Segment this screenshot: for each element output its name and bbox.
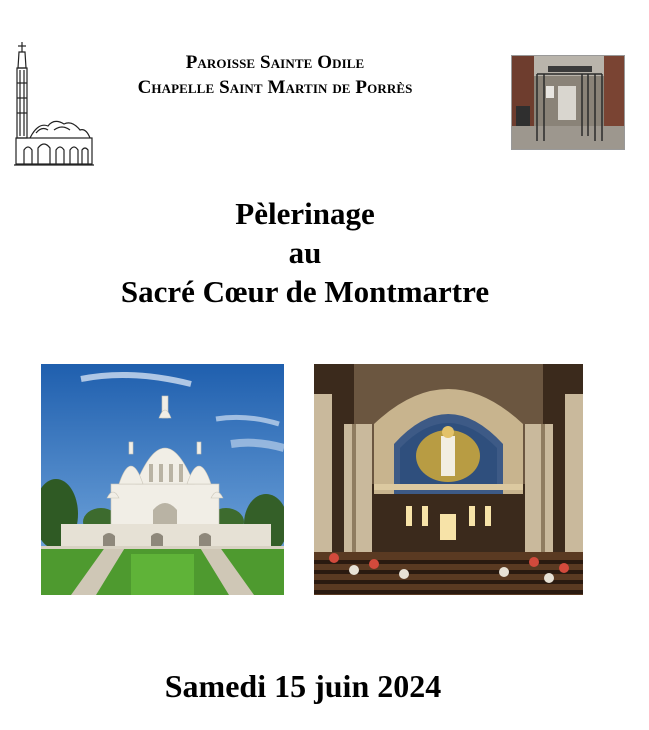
event-date: Samedi 15 juin 2024 [164, 668, 442, 704]
basilica-interior-photo [314, 364, 583, 595]
title-line-1: Pèlerinage [235, 196, 375, 231]
church-drawing-icon [14, 38, 96, 168]
parish-name: Paroisse Sainte Odile [185, 52, 365, 73]
title-line-2: au [288, 235, 322, 270]
chapel-name: Chapelle Saint Martin de Porrès [137, 77, 413, 98]
title-line-3: Sacré Cœur de Montmartre [120, 274, 490, 309]
chapel-entrance-photo [511, 55, 625, 150]
basilica-exterior-photo [41, 364, 284, 595]
